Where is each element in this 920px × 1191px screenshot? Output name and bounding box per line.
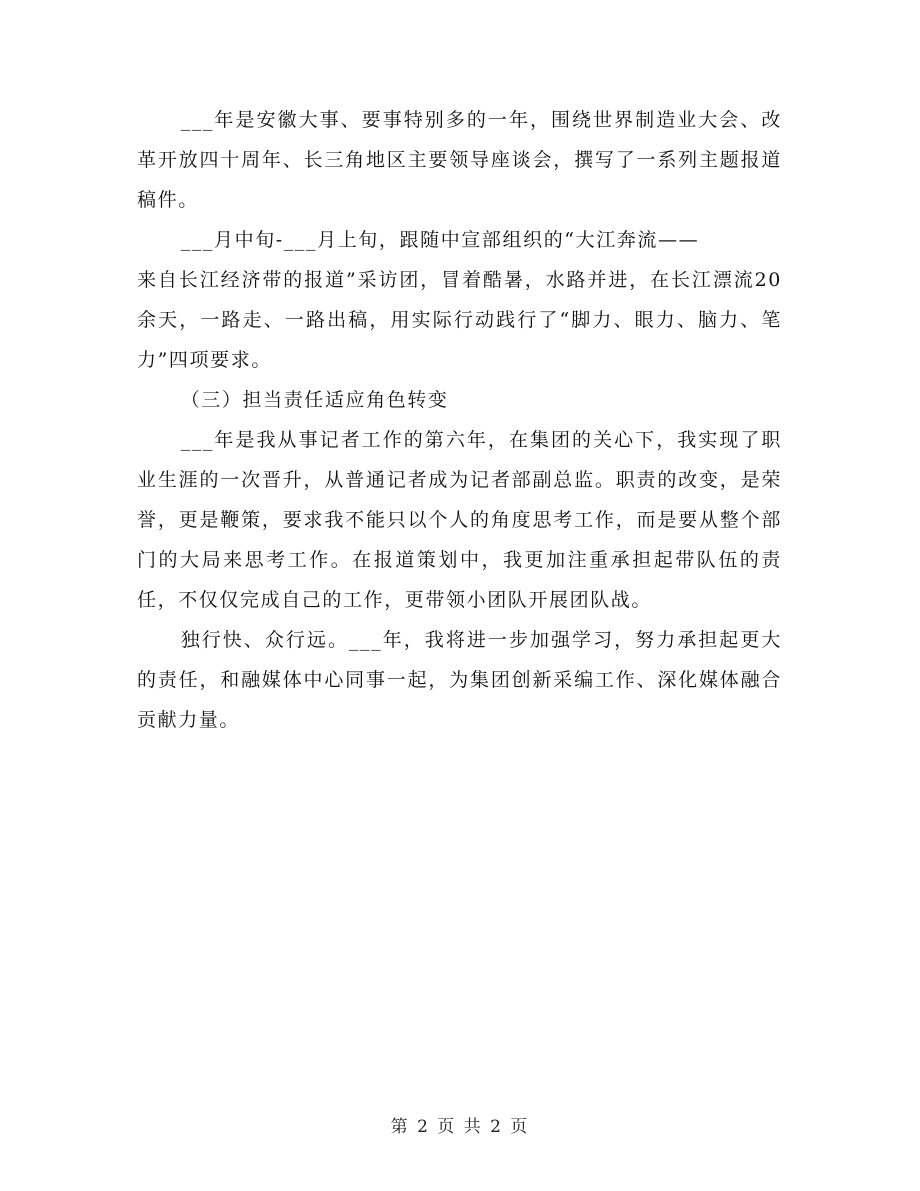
document-body xyxy=(137,100,782,740)
paragraph-3: ___年是我从事记者工作的第六年，在集团的关心下，我实现了职业生涯的一次晋升，从普通记者成为记者部副总监。职责的改变，是荣誉，更是鞭策，要求我不能只以个人的角度思考工作，而是要从整个部门的大局来思考工作。在报道策划中，我更加注重承担起带队伍的责任，不仅仅完成自己的工作，更带领小团队开展团队战。 xyxy=(137,429,782,611)
section-heading: （三）担当责任适应角色转变 xyxy=(180,389,449,411)
page-number-footer: 第 2 页 共 2 页 xyxy=(390,1117,530,1137)
paragraph-4: 独行快、众行远。___年，我将进一步加强学习，努力承担起更大的责任，和融媒体中心同事一起，为集团创新采编工作、深化媒体融合贡献力量。 xyxy=(137,629,782,731)
paragraph-1: ___年是安徽大事、要事特别多的一年，围绕世界制造业大会、改革开放四十周年、长三角地区主要领导座谈会，撰写了一系列主题报道稿件。 xyxy=(137,109,782,211)
paragraph-2: ___月中旬-___月上旬，跟随中宣部组织的“大江奔流—— 来自长江经济带的报道”采访团，冒着酷暑，水路并进，在长江漂流20余天，一路走、一路出稿，用实际行动践行了“脚力、眼力、脑力、笔力”四项要求。 xyxy=(137,229,782,371)
